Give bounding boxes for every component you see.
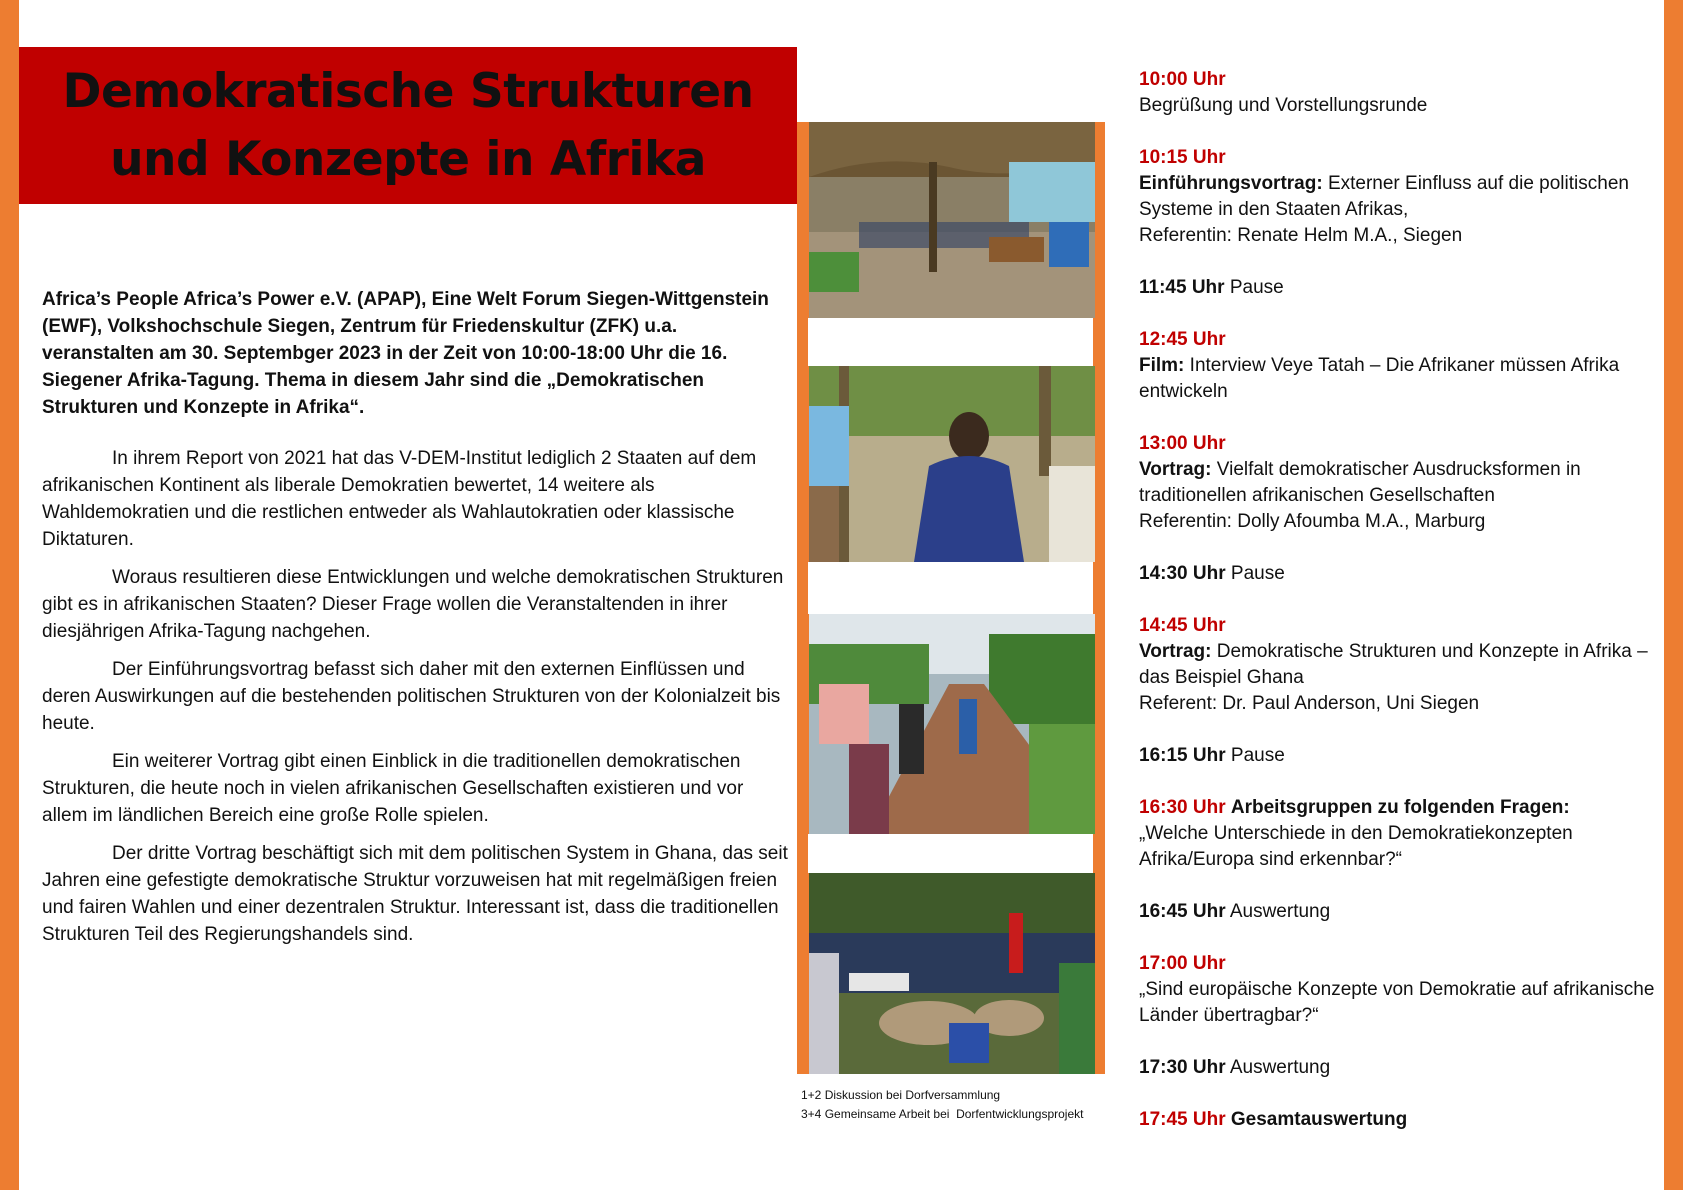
schedule-time: 17:00 Uhr: [1139, 953, 1226, 974]
paragraph: Der Einführungsvortrag befasst sich daher mit den externen Einflüssen und deren Auswirkungen auf die bestehenden politischen Strukturen von der Kolonialzeit bis heute.: [42, 659, 781, 734]
paragraph: Der dritte Vortrag beschäftigt sich mit dem politischen System in Ghana, das seit Jahren eine gefestigte demokratische Struktur vorzuweisen hat mit regelmäßigen freien und fairen Wahlen und einer dezentralen Struktur. Interessant ist, dass die traditionellen Strukturen Teil des Regierungshandels sind.: [42, 843, 788, 945]
schedule-item: [1139, 899, 1659, 925]
schedule-text: Auswertung: [1229, 1057, 1331, 1078]
schedule-speaker: Referentin: Renate Helm M.A., Siegen: [1139, 225, 1463, 246]
schedule-text: Begrüßung und Vorstellungsrunde: [1139, 95, 1428, 116]
schedule-label: Vortrag:: [1139, 459, 1212, 480]
schedule-text: Auswertung: [1229, 901, 1331, 922]
intro-paragraph: Africa’s People Africa’s Power e.V. (APAP), Eine Welt Forum Siegen-Wittgenstein (EWF), Volkshochschule Siegen, Zentrum für Friedenskultur (ZFK) u.a. veranstalten am 30. Septembger 2023 in der Zeit von 10:00-18:00 Uhr die 16. Siegener Afrika-Tagung. Thema in diesem Jahr sind die „Demokratischen Strukturen und Konzepte in Afrika“.: [42, 289, 769, 418]
schedule-time: 10:00 Uhr: [1139, 69, 1226, 90]
schedule-speaker: Referent: Dr. Paul Anderson, Uni Siegen: [1139, 693, 1480, 714]
right-orange-border: [1664, 0, 1683, 1190]
schedule-item: [1139, 1055, 1659, 1081]
schedule-text: Pause: [1230, 745, 1285, 766]
schedule-time: 16:30 Uhr: [1139, 797, 1226, 818]
schedule-label: Arbeitsgruppen zu folgenden Fragen:: [1230, 797, 1570, 818]
title-line-1: Demokratische Strukturen: [62, 63, 754, 119]
photo-village-meeting: [809, 122, 1095, 318]
paragraph: Ein weiterer Vortrag gibt einen Einblick in die traditionellen demokratischen Strukturen, die heute noch in vielen afrikanischen Gesellschaften existieren und vor allem im ländlichen Bereich eine große Rolle spielen.: [42, 751, 744, 826]
schedule-text: Vielfalt demokratischer Ausdrucksformen in traditionellen afrikanischen Gesellschaften: [1139, 459, 1581, 506]
schedule-text: Interview Veye Tatah – Die Afrikaner müssen Afrika entwickeln: [1139, 355, 1620, 402]
schedule-item: [1139, 145, 1659, 249]
schedule-text: „Welche Unterschiede in den Demokratiekonzepten Afrika/Europa sind erkennbar?“: [1139, 823, 1573, 870]
schedule-time: 11:45 Uhr: [1139, 277, 1225, 298]
schedule-time: 16:45 Uhr: [1139, 901, 1226, 922]
schedule-time: 16:15 Uhr: [1139, 745, 1226, 766]
schedule-label: Einführungsvortrag:: [1139, 173, 1323, 194]
photo-caption: [801, 1086, 1083, 1124]
schedule-item: [1139, 561, 1659, 587]
schedule-item: [1139, 951, 1659, 1029]
schedule: [1139, 67, 1659, 1159]
schedule-label: Vortrag:: [1139, 641, 1212, 662]
schedule-item: [1139, 327, 1659, 405]
schedule-time: 13:00 Uhr: [1139, 433, 1226, 454]
schedule-time: 17:45 Uhr: [1139, 1109, 1226, 1130]
schedule-item: [1139, 275, 1659, 301]
caption-line-1: 1+2 Diskussion bei Dorfversammlung: [801, 1088, 1001, 1102]
schedule-item: [1139, 743, 1659, 769]
schedule-time: 17:30 Uhr: [1139, 1057, 1226, 1078]
schedule-text: Pause: [1229, 277, 1284, 298]
schedule-item: [1139, 67, 1659, 119]
photo-woman-speaking: [809, 366, 1095, 562]
schedule-item: [1139, 1107, 1659, 1133]
schedule-time: 14:45 Uhr: [1139, 615, 1226, 636]
schedule-text: Pause: [1230, 563, 1285, 584]
paragraph: Woraus resultieren diese Entwicklungen und welche demokratischen Strukturen gibt es in afrikanischen Staaten? Dieser Frage wollen die Veranstaltenden in ihrer diesjährigen Afrika-Tagung nachgehen.: [42, 567, 784, 642]
schedule-label: Gesamtauswertung: [1230, 1109, 1408, 1130]
schedule-item: [1139, 431, 1659, 535]
schedule-time: 14:30 Uhr: [1139, 563, 1226, 584]
schedule-item: [1139, 795, 1659, 873]
title-line-2: und Konzepte in Afrika: [110, 131, 706, 187]
caption-line-2: 3+4 Gemeinsame Arbeit bei Dorfentwicklungsprojekt: [801, 1107, 1084, 1121]
title-banner: [19, 47, 797, 204]
schedule-item: [1139, 613, 1659, 717]
schedule-label: Film:: [1139, 355, 1185, 376]
schedule-time: 12:45 Uhr: [1139, 329, 1226, 350]
schedule-text: Demokratische Strukturen und Konzepte in Afrika – das Beispiel Ghana: [1139, 641, 1648, 688]
schedule-text: „Sind europäische Konzepte von Demokratie auf afrikanische Länder übertragbar?“: [1139, 979, 1655, 1026]
left-orange-border: [0, 0, 19, 1190]
body-text: [42, 445, 792, 959]
schedule-text: Externer Einfluss auf die politischen Systeme in den Staaten Afrikas,: [1139, 173, 1629, 220]
photo-community-project-gathering: [809, 873, 1095, 1074]
schedule-speaker: Referentin: Dolly Afoumba M.A., Marburg: [1139, 511, 1486, 532]
schedule-time: 10:15 Uhr: [1139, 147, 1226, 168]
photo-community-road-work: [809, 614, 1095, 834]
paragraph: In ihrem Report von 2021 hat das V-DEM-Institut lediglich 2 Staaten auf dem afrikanischen Kontinent als liberale Demokratien bewertet, 14 weitere als Wahldemokratien und die restlichen entweder als Wahlautokratien oder klassische Diktaturen.: [42, 448, 757, 550]
